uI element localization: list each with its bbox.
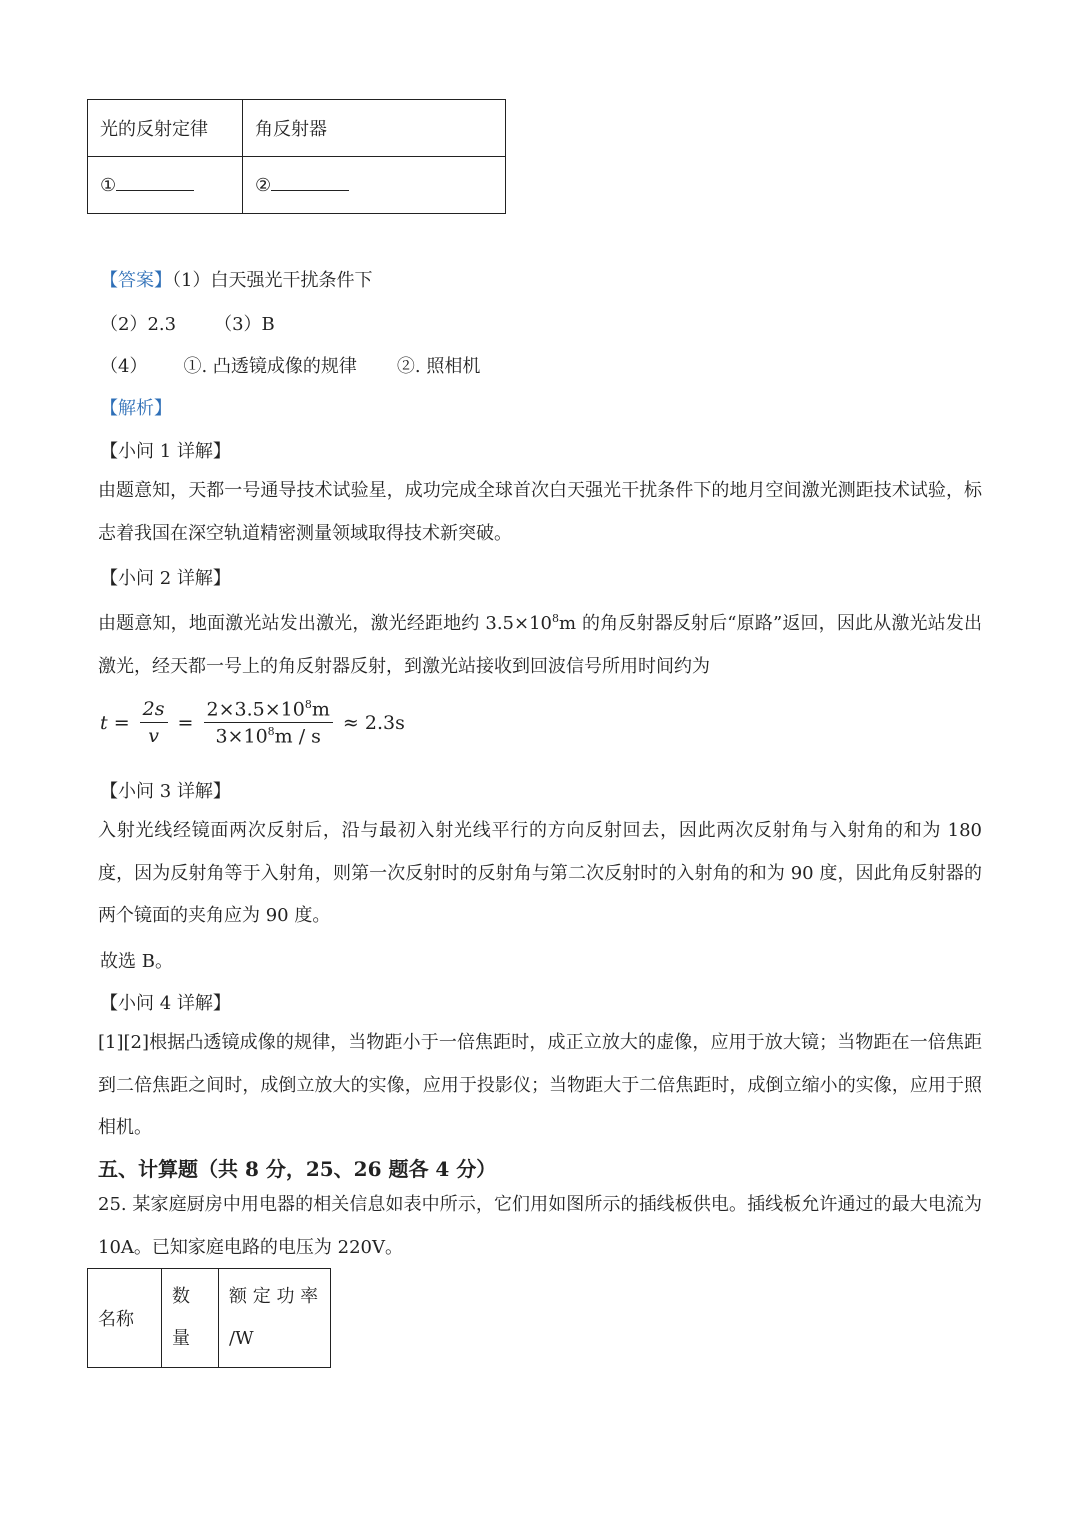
exponent: 8 <box>304 698 312 711</box>
answer-blank <box>116 176 194 191</box>
exponent: 8 <box>267 725 275 739</box>
answer-q1: （1）白天强光干扰条件下 <box>172 270 373 291</box>
subquestion-1-text: 由题意知，天都一号通导技术试验星，成功完成全球首次白天强光干扰条件下的地月空间激光测距技术试验，标志着我国在深空轨道精密测量领域取得技术新突破。 <box>98 480 982 544</box>
section-title: 五、计算题（共 8 分，25、26 题各 4 分） <box>98 1157 497 1181</box>
appliance-table <box>87 1268 331 1368</box>
fraction-distance-over-speed <box>204 698 333 748</box>
question-25-text: 25. 某家庭厨房中用电器的相关信息如表中所示，它们用如图所示的插线板供电。插线板允许通过的最大电流为 10A。已知家庭电路的电压为 220V。 <box>98 1194 982 1258</box>
subquestion-4-text: [1][2]根据凸透镜成像的规律，当物距小于一倍焦距时，成正立放大的虚像，应用于放大镜；当物距在一倍焦距到二倍焦距之间时，成倒立放大的实像，应用于投影仪；当物距大于二倍焦距时，成倒立缩小的实像，应用于照相机。 <box>98 1032 982 1138</box>
subquestion-3-conclusion: 故选 B。 <box>100 951 173 972</box>
blank-label: ① <box>100 174 117 196</box>
subquestion-2-text <box>98 598 982 688</box>
table-cell <box>243 157 506 214</box>
fraction-numerator: 2s <box>140 698 168 723</box>
text-segment: m <box>311 698 330 721</box>
time-formula <box>100 698 405 748</box>
header-line: 数 <box>172 1286 190 1307</box>
table-cell: 光的反射定律 <box>88 100 243 157</box>
header-line: 额 定 功 率 <box>229 1286 319 1307</box>
analysis-tag: 【解析】 <box>100 398 172 419</box>
answer-blank <box>271 176 349 191</box>
header-line: 量 <box>172 1328 190 1349</box>
formula-equals: = <box>177 711 194 734</box>
answer-q3: （3）B <box>214 314 275 335</box>
answer-line-1 <box>100 266 372 292</box>
formula-equals: = <box>113 711 130 734</box>
reflection-table <box>87 99 506 214</box>
answer-q2: （2）2.3 <box>100 314 177 335</box>
formula-variable: t <box>100 711 108 734</box>
answer-line-2 <box>100 310 275 336</box>
subquestion-3-title: 【小问 3 详解】 <box>100 781 231 802</box>
answer-q4-prefix: （4） <box>100 356 148 377</box>
text-segment: 2×3.5×10 <box>206 698 305 721</box>
text-segment: m / s <box>274 725 321 748</box>
subquestion-1-title: 【小问 1 详解】 <box>100 441 231 462</box>
answer-tag: 【答案】 <box>100 270 172 291</box>
subquestion-4-title: 【小问 4 详解】 <box>100 993 231 1014</box>
text-segment: 3×10 <box>215 725 268 748</box>
answer-q4-b: ②. 照相机 <box>396 356 481 377</box>
fraction-denominator <box>204 723 333 747</box>
text-segment: 由题意知，地面激光站发出激光，激光经距地约 3.5×10 <box>98 613 552 634</box>
table-cell <box>88 157 243 214</box>
blank-label: ② <box>255 174 272 196</box>
answer-q4-a: ①. 凸透镜成像的规律 <box>183 356 357 377</box>
subquestion-2-title: 【小问 2 详解】 <box>100 568 231 589</box>
exponent: 8 <box>551 612 559 625</box>
header-line: /W <box>229 1328 254 1349</box>
table-header-quantity <box>162 1269 219 1368</box>
subquestion-3-text: 入射光线经镜面两次反射后，沿与最初入射光线平行的方向反射回去，因此两次反射角与入射角的和为 180 度，因为反射角等于入射角，则第一次反射时的反射角与第二次反射时的入射角的和为 90 度，因此角反射器的两个镜面的夹角应为 90 度。 <box>98 820 982 926</box>
formula-result: ≈ 2.3s <box>342 711 405 734</box>
fraction-2s-over-v <box>140 698 168 747</box>
table-cell: 角反射器 <box>243 100 506 157</box>
fraction-numerator <box>204 698 333 723</box>
table-header-name: 名称 <box>88 1269 162 1368</box>
fraction-denominator: v <box>148 725 159 748</box>
answer-line-3 <box>100 352 480 378</box>
table-header-power <box>219 1269 331 1368</box>
text-segment: m 的角反射器反射后“原路”返回，因此从激光站发出激光，经天都一号上的角反射器反射，到激光站接收到回波信号所用时间约为 <box>98 613 982 677</box>
